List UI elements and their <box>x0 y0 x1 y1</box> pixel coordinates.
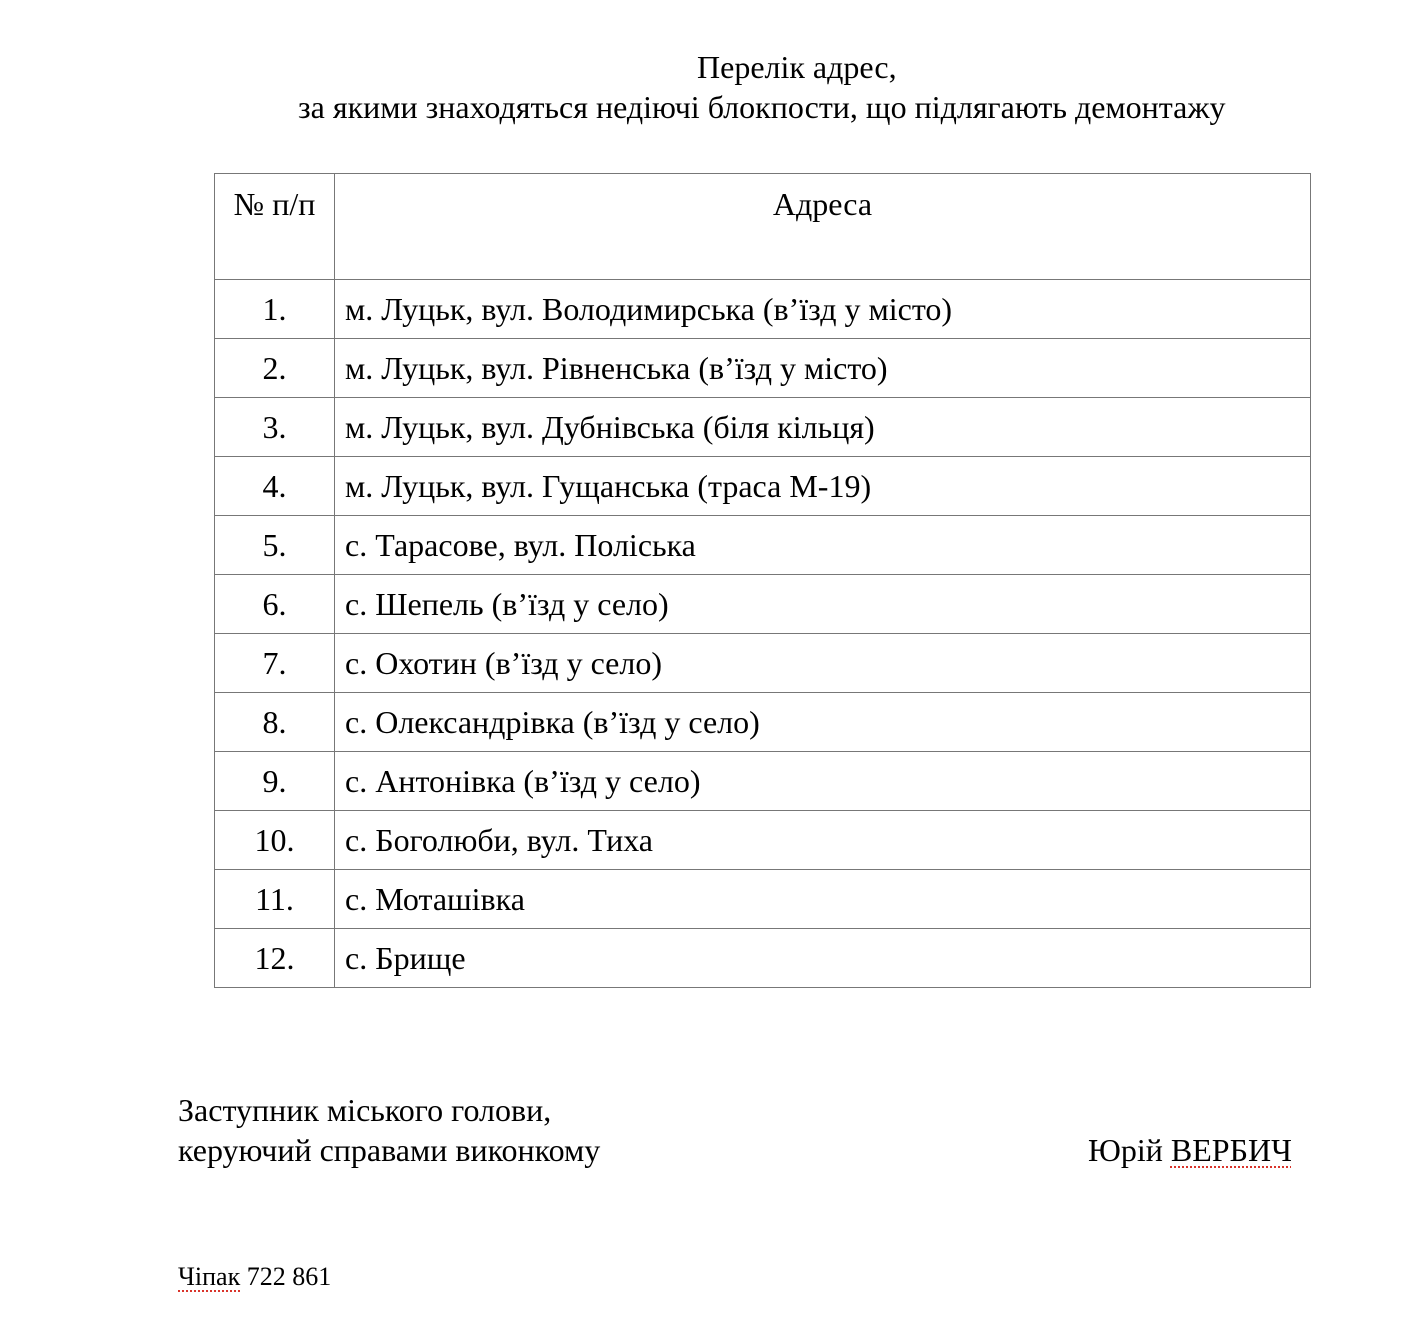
signatory-first-name: Юрій <box>1088 1132 1163 1168</box>
row-address: м. Луцьк, вул. Рівненська (в’їзд у місто) <box>335 339 1311 398</box>
row-number: 1. <box>215 280 335 339</box>
column-header-address: Адреса <box>335 174 1311 280</box>
executor-phone: 722 861 <box>246 1262 332 1291</box>
row-address: с. Тарасове, вул. Поліська <box>335 516 1311 575</box>
row-number: 8. <box>215 693 335 752</box>
column-header-number: № п/п <box>215 174 335 280</box>
row-number: 6. <box>215 575 335 634</box>
table-row <box>215 516 1311 575</box>
table-row <box>215 811 1311 870</box>
row-address: с. Брище <box>335 929 1311 988</box>
row-address: с. Антонівка (в’їзд у село) <box>335 752 1311 811</box>
table-row <box>215 693 1311 752</box>
row-number: 10. <box>215 811 335 870</box>
executor-name: Чіпак <box>178 1262 241 1291</box>
table-body <box>215 280 1311 988</box>
row-number: 7. <box>215 634 335 693</box>
signatory-surname: ВЕРБИЧ <box>1170 1132 1292 1168</box>
row-number: 3. <box>215 398 335 457</box>
row-address: с. Охотин (в’їзд у село) <box>335 634 1311 693</box>
row-address: с. Олександрівка (в’їзд у село) <box>335 693 1311 752</box>
row-number: 4. <box>215 457 335 516</box>
executor-footer <box>178 1261 331 1293</box>
row-address: с. Моташівка <box>335 870 1311 929</box>
row-number: 12. <box>215 929 335 988</box>
table-row <box>215 398 1311 457</box>
table-row <box>215 339 1311 398</box>
table-row <box>215 457 1311 516</box>
signatory-position-line2: керуючий справами виконкому <box>178 1132 601 1168</box>
addresses-table <box>214 173 1311 988</box>
document-subtitle: за якими знаходяться недіючі блокпости, що підлягають демонтажу <box>298 89 1226 125</box>
row-address: м. Луцьк, вул. Гущанська (траса М-19) <box>335 457 1311 516</box>
row-number: 5. <box>215 516 335 575</box>
row-number: 2. <box>215 339 335 398</box>
table-row <box>215 870 1311 929</box>
row-address: с. Шепель (в’їзд у село) <box>335 575 1311 634</box>
document-title: Перелік адрес, <box>697 49 897 85</box>
table-row <box>215 634 1311 693</box>
row-number: 9. <box>215 752 335 811</box>
row-address: м. Луцьк, вул. Володимирська (в’їзд у місто) <box>335 280 1311 339</box>
signatory-position-line1: Заступник міського голови, <box>178 1092 552 1128</box>
table-row <box>215 752 1311 811</box>
row-address: м. Луцьк, вул. Дубнівська (біля кільця) <box>335 398 1311 457</box>
table-row <box>215 280 1311 339</box>
table-row <box>215 575 1311 634</box>
signatory-name <box>1088 1130 1292 1170</box>
row-address: с. Боголюби, вул. Тиха <box>335 811 1311 870</box>
row-number: 11. <box>215 870 335 929</box>
table-header-row <box>215 174 1311 280</box>
table-row <box>215 929 1311 988</box>
